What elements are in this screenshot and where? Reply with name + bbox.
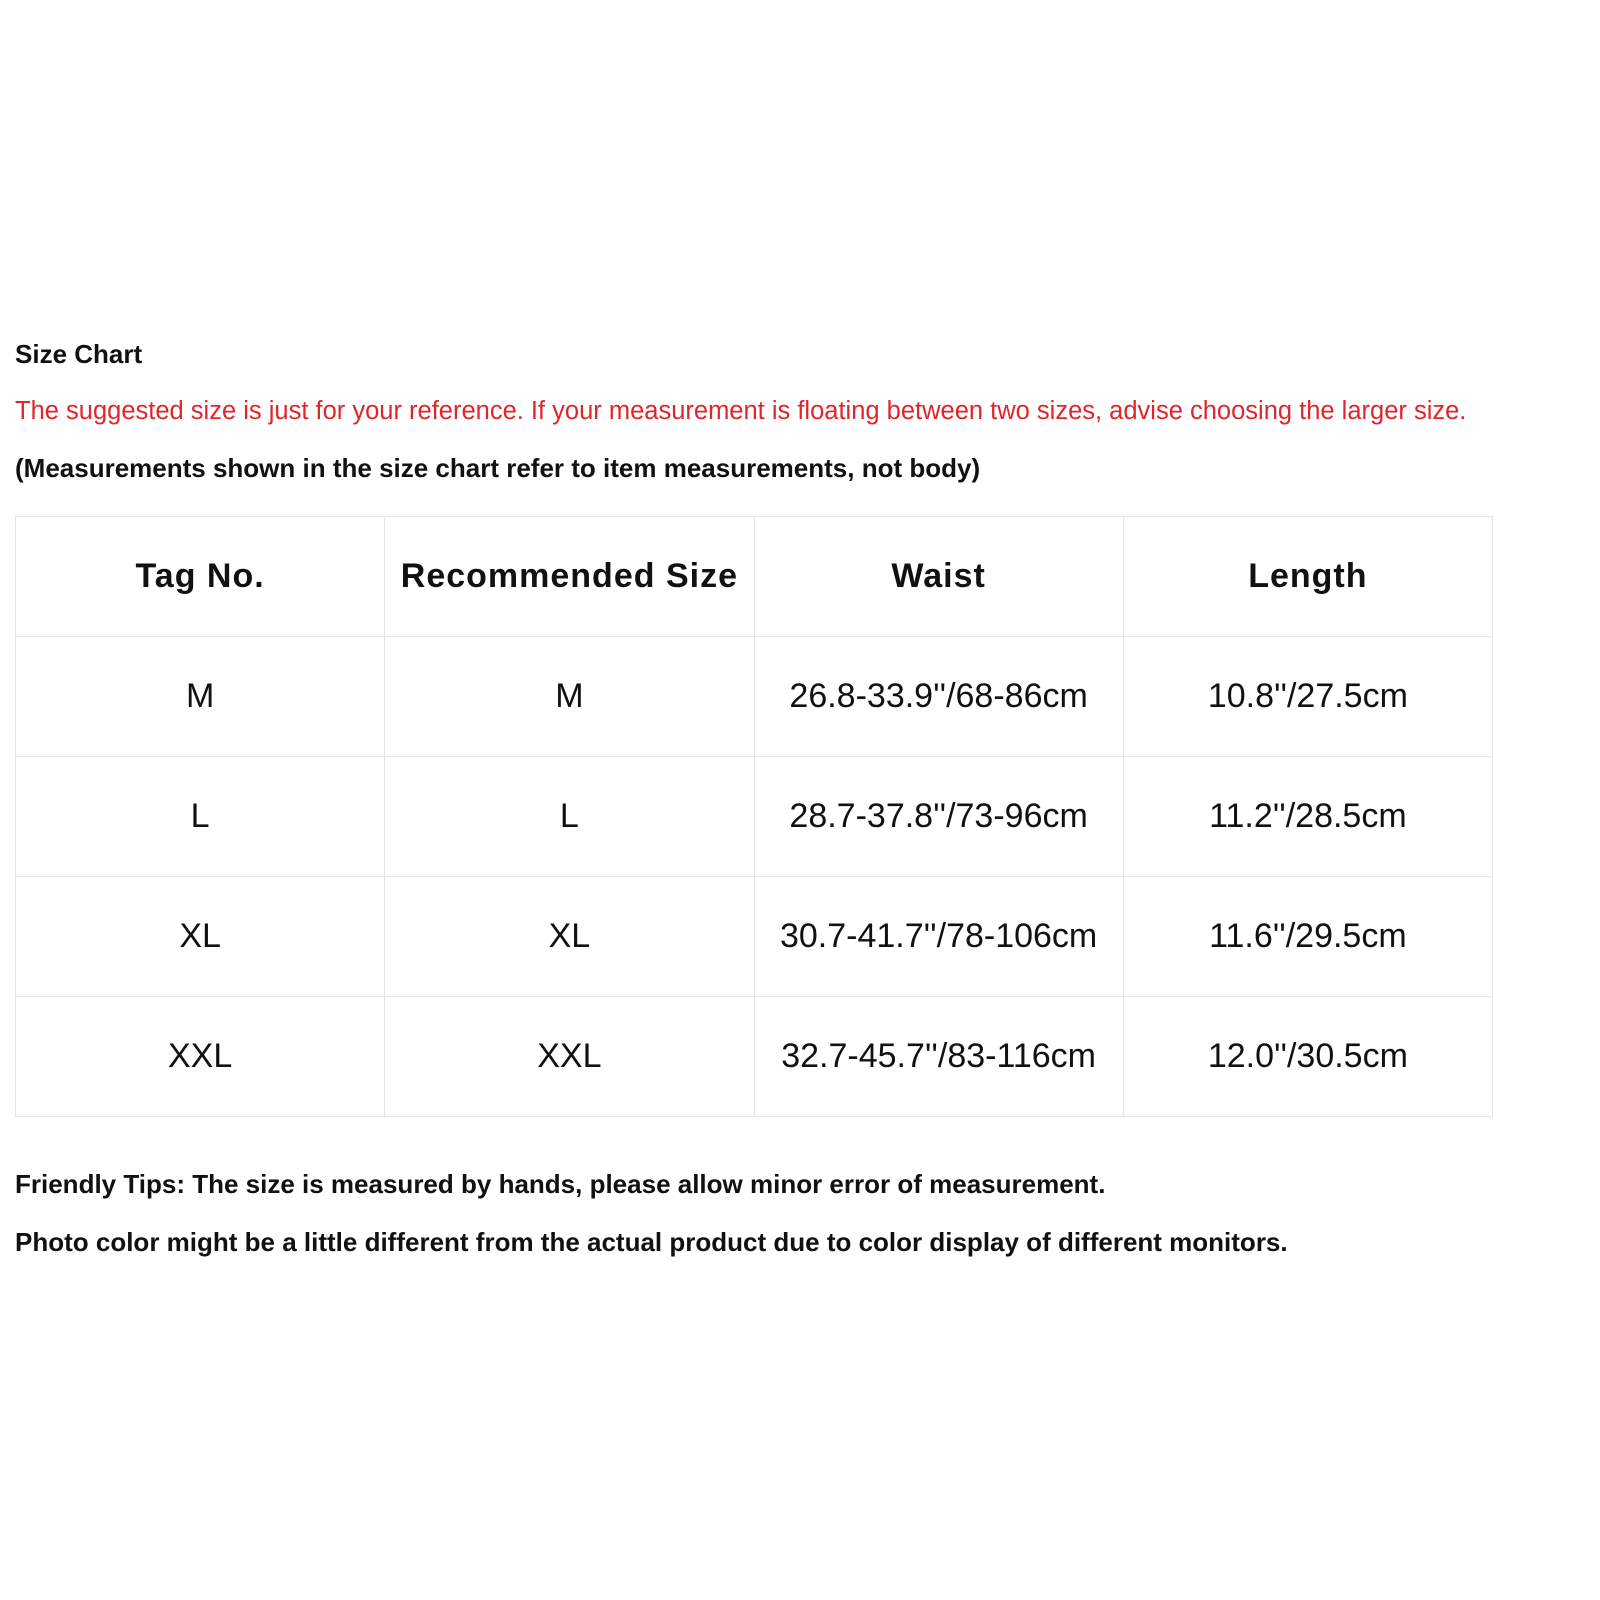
cell-recommended-size: M xyxy=(385,637,754,757)
header-tag-no: Tag No. xyxy=(16,517,385,637)
cell-waist: 28.7-37.8''/73-96cm xyxy=(754,757,1123,877)
friendly-tip: Friendly Tips: The size is measured by hands, please allow minor error of measurement. xyxy=(15,1169,1106,1199)
cell-waist: 30.7-41.7''/78-106cm xyxy=(754,877,1123,997)
cell-waist: 26.8-33.9''/68-86cm xyxy=(754,637,1123,757)
cell-length: 11.6''/29.5cm xyxy=(1123,877,1492,997)
cell-recommended-size: XXL xyxy=(385,997,754,1117)
size-chart-table xyxy=(15,516,1493,1117)
table-header-row xyxy=(16,517,1493,637)
header-length: Length xyxy=(1123,517,1492,637)
table-row xyxy=(16,757,1493,877)
cell-length: 11.2''/28.5cm xyxy=(1123,757,1492,877)
cell-tag-no: M xyxy=(16,637,385,757)
header-waist: Waist xyxy=(754,517,1123,637)
cell-tag-no: L xyxy=(16,757,385,877)
cell-tag-no: XL xyxy=(16,877,385,997)
cell-waist: 32.7-45.7''/83-116cm xyxy=(754,997,1123,1117)
cell-recommended-size: XL xyxy=(385,877,754,997)
page-title: Size Chart xyxy=(15,339,143,369)
table-row xyxy=(16,997,1493,1117)
cell-length: 12.0''/30.5cm xyxy=(1123,997,1492,1117)
measurement-note: (Measurements shown in the size chart refer to item measurements, not body) xyxy=(15,453,981,483)
table-row xyxy=(16,637,1493,757)
header-recommended-size: Recommended Size xyxy=(385,517,754,637)
cell-tag-no: XXL xyxy=(16,997,385,1117)
size-advice-note: The suggested size is just for your reference. If your measurement is floating between two sizes, advise choosing the larger size. xyxy=(15,397,1467,425)
table-row xyxy=(16,877,1493,997)
cell-length: 10.8''/27.5cm xyxy=(1123,637,1492,757)
cell-recommended-size: L xyxy=(385,757,754,877)
color-disclaimer: Photo color might be a little different from the actual product due to color display of different monitors. xyxy=(15,1227,1288,1257)
